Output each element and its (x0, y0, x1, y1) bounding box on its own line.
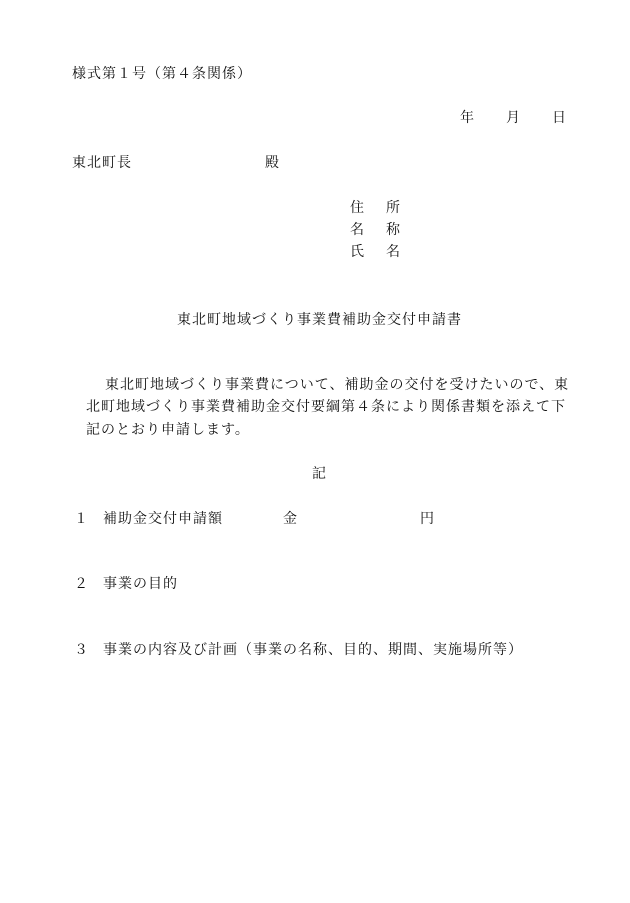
address-label: 住 所 (350, 200, 404, 216)
item-1-label: 補助金交付申請額 (103, 511, 223, 527)
item-1-number: １ (74, 511, 89, 527)
body-line-2: 北町地域づくり事業費補助金交付要綱第４条により関係書類を添えて下 (86, 399, 566, 415)
addressee-honorific: 殿 (265, 155, 280, 171)
body-line-3: 記のとおり申請します。 (86, 422, 250, 438)
body-line-1: 東北町地域づくり事業費について、補助金の交付を受けたいので、東 (105, 377, 570, 393)
item-3-label: 事業の内容及び計画（事業の名称、目的、期間、実施場所等） (103, 642, 523, 658)
ki-heading: 記 (312, 466, 327, 482)
item-1-unit: 円 (420, 511, 435, 527)
date-year: 年 (460, 110, 475, 126)
org-name-label: 名 称 (350, 222, 404, 238)
item-1-prefix: 金 (283, 511, 298, 527)
date-month: 月 (506, 110, 521, 126)
date-day: 日 (552, 110, 567, 126)
document-title: 東北町地域づくり事業費補助金交付申請書 (177, 312, 462, 328)
addressee-name: 東北町長 (72, 155, 132, 171)
item-3-number: ３ (74, 642, 89, 658)
person-name-label: 氏 名 (350, 244, 404, 260)
item-2-label: 事業の目的 (103, 576, 178, 592)
form-number: 様式第１号（第４条関係） (72, 66, 252, 82)
item-2-number: ２ (74, 576, 89, 592)
